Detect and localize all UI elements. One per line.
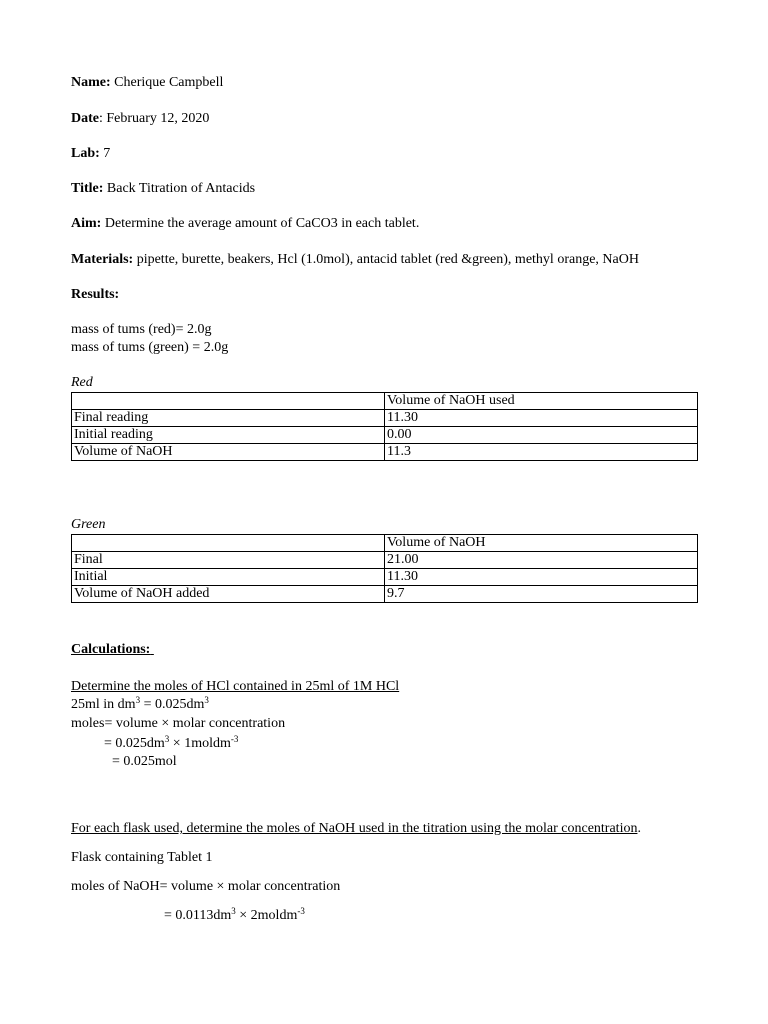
question-text: For each flask used, determine the moles of NaOH used in the titration using the molar concentration <box>71 821 638 836</box>
table-cell: 21.00 <box>385 552 698 569</box>
calc-text: = 0.0113dm <box>164 908 232 923</box>
table-row <box>72 393 698 410</box>
title-value: Back Titration of Antacids <box>106 181 256 196</box>
calc-superscript: 3 <box>164 734 170 744</box>
name-value: Cherique Campbell <box>114 75 224 90</box>
calc-text: = 0.025dm <box>140 697 205 712</box>
calculations-heading <box>71 641 154 658</box>
table-cell: Final reading <box>72 410 385 427</box>
calc-line-1 <box>71 696 209 713</box>
date-line <box>71 110 209 127</box>
title-line <box>71 180 255 197</box>
table-row <box>72 410 698 427</box>
calc-superscript: 3 <box>204 695 209 705</box>
question-naoh-moles <box>71 820 641 837</box>
calc-text: 25ml in dm <box>71 697 136 712</box>
table-cell: 0.00 <box>385 427 698 444</box>
aim-label: Aim: <box>71 216 102 231</box>
red-table <box>71 392 698 461</box>
calc-line-5: moles of NaOH= volume × molar concentration <box>71 879 341 894</box>
question-hcl-moles: Determine the moles of HCl contained in 25ml of 1M HCl <box>71 679 400 694</box>
results-label: Results: <box>71 287 120 302</box>
table-row <box>72 552 698 569</box>
table-cell <box>72 535 385 552</box>
red-table-caption: Red <box>71 375 93 390</box>
table-row <box>72 569 698 586</box>
title-label: Title: <box>71 181 104 196</box>
question-period: . <box>637 821 641 836</box>
table-row <box>72 444 698 461</box>
results-heading <box>71 286 119 303</box>
calc-superscript: -3 <box>297 906 305 916</box>
mass-green: mass of tums (green) = 2.0g <box>71 340 229 355</box>
calc-line-2: moles= volume × molar concentration <box>71 716 286 731</box>
aim-value: Determine the average amount of CaCO3 in each tablet. <box>104 216 420 231</box>
lab-line <box>71 145 110 162</box>
table-cell: Initial reading <box>72 427 385 444</box>
table-cell: 9.7 <box>385 586 698 603</box>
mass-red: mass of tums (red)= 2.0g <box>71 322 212 337</box>
flask-1-heading: Flask containing Tablet 1 <box>71 850 213 865</box>
green-table <box>71 534 698 603</box>
name-label: Name: <box>71 75 111 90</box>
calc-line-4: = 0.025mol <box>112 754 177 769</box>
lab-label: Lab: <box>71 146 100 161</box>
calc-text: × 2moldm <box>235 908 298 923</box>
table-cell: Initial <box>72 569 385 586</box>
table-header-cell: Volume of NaOH used <box>385 393 698 410</box>
materials-line <box>71 251 639 268</box>
table-cell: Volume of NaOH added <box>72 586 385 603</box>
name-line <box>71 74 223 91</box>
table-cell: Volume of NaOH <box>72 444 385 461</box>
green-table-caption: Green <box>71 517 106 532</box>
materials-value: pipette, burette, beakers, Hcl (1.0mol), antacid tablet (red &green), methyl orange, NaOH <box>136 252 639 267</box>
table-row <box>72 535 698 552</box>
calc-line-3 <box>104 735 238 752</box>
table-header-cell: Volume of NaOH <box>385 535 698 552</box>
table-row <box>72 586 698 603</box>
table-cell <box>72 393 385 410</box>
date-value: : February 12, 2020 <box>99 111 210 126</box>
calc-text: = 0.025dm <box>104 736 165 751</box>
calc-superscript: -3 <box>230 734 239 744</box>
aim-line <box>71 215 419 232</box>
date-label: Date <box>71 111 99 126</box>
calc-line-6 <box>164 907 305 924</box>
table-cell: 11.3 <box>385 444 698 461</box>
table-cell: 11.30 <box>385 569 698 586</box>
table-row <box>72 427 698 444</box>
table-cell: Final <box>72 552 385 569</box>
materials-label: Materials: <box>71 252 134 267</box>
calc-superscript: 3 <box>231 906 236 916</box>
calc-superscript: 3 <box>135 695 141 705</box>
calculations-label: Calculations: <box>71 642 151 657</box>
calc-text: × 1moldm <box>169 736 231 751</box>
lab-value: 7 <box>103 146 111 161</box>
table-cell: 11.30 <box>385 410 698 427</box>
